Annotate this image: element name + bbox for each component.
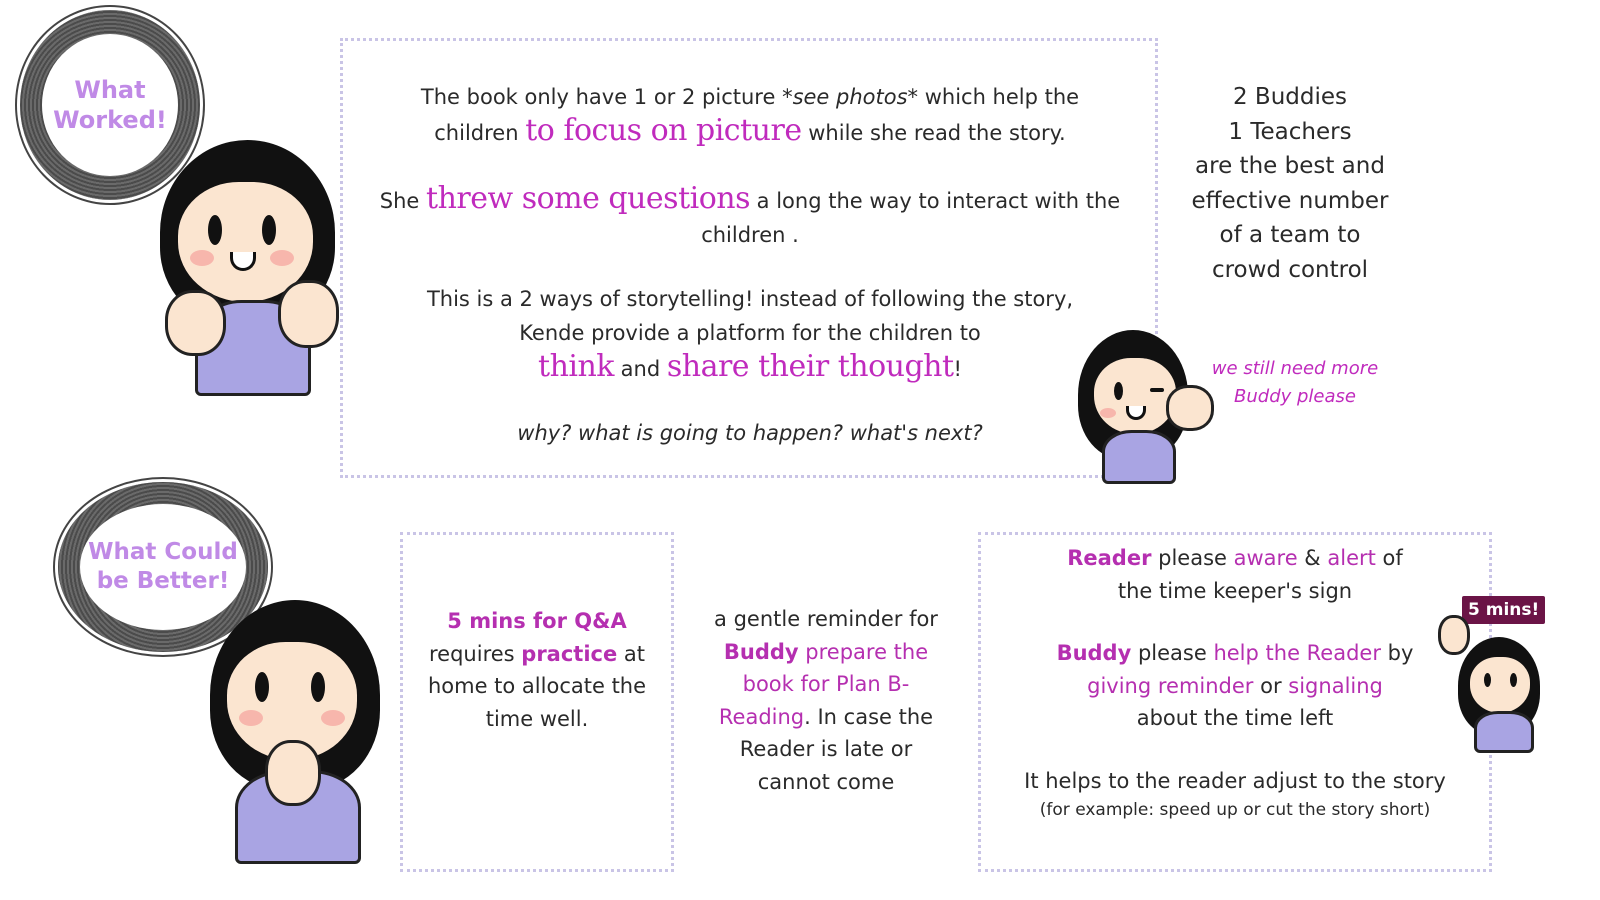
text: . In case the — [804, 704, 934, 729]
note-line: we still need more — [1211, 358, 1379, 379]
girl-thumbs-up-illustration — [150, 140, 350, 390]
note-line: Buddy please — [1234, 386, 1356, 407]
text: Reader is late or — [739, 737, 913, 761]
text: by — [1380, 641, 1414, 665]
reader-highlight: Reader — [1067, 546, 1152, 570]
girl-wink-illustration — [1078, 330, 1218, 480]
giving-reminder-highlight: giving reminder — [1087, 673, 1254, 698]
what-worked-label: What Worked! — [42, 34, 178, 176]
qa-text — [410, 605, 664, 735]
text: It helps to the reader adjust to the story — [1024, 768, 1446, 793]
buddies-note — [1175, 80, 1405, 287]
what-worked-text — [370, 80, 1130, 450]
help-reader-highlight: help the Reader — [1213, 641, 1381, 665]
note-line: crowd control — [1211, 256, 1369, 283]
time-keeping-text — [990, 542, 1480, 823]
paragraph-pictures — [370, 80, 1130, 150]
text: time well. — [485, 706, 589, 731]
text: ! — [953, 357, 962, 381]
girl-thinking-illustration — [205, 600, 385, 860]
text: please — [1131, 641, 1214, 665]
reading-highlight: Reading — [718, 704, 805, 729]
aware-highlight: aware — [1233, 546, 1298, 570]
buddy-highlight: Buddy — [723, 639, 799, 664]
text: home to allocate the — [427, 674, 647, 698]
plan-b-highlight: book for Plan B- — [742, 672, 910, 696]
text: children . — [701, 223, 799, 247]
note-line: are the best and — [1195, 153, 1385, 179]
five-mins-badge: 5 mins! — [1462, 596, 1545, 624]
example-text: (for example: speed up or cut the story short) — [1039, 800, 1431, 820]
text: the time keeper's sign — [1117, 578, 1353, 603]
text: Kende provide a platform for the children to — [519, 321, 981, 345]
text: a gentle reminder for — [714, 607, 938, 631]
note-line: effective number — [1191, 187, 1389, 214]
think-highlight: think — [538, 349, 614, 384]
text: about the time left — [1136, 706, 1334, 730]
signaling-highlight: signaling — [1288, 673, 1383, 698]
text: She — [379, 189, 427, 213]
text: of — [1375, 546, 1403, 570]
note-line: of a team to — [1219, 222, 1361, 248]
need-more-buddy-note — [1195, 355, 1395, 411]
text: The book only have 1 or 2 picture — [420, 85, 783, 109]
text: at — [617, 641, 645, 666]
buddy-reminder-text — [690, 603, 962, 798]
note-line: 2 Buddies — [1232, 84, 1348, 110]
text: please — [1151, 546, 1234, 570]
paragraph-questions — [370, 182, 1130, 252]
paragraph-two-ways — [370, 282, 1130, 386]
text: cannot come — [757, 769, 895, 794]
alert-highlight: alert — [1327, 546, 1376, 570]
text: & — [1297, 546, 1328, 570]
text: which help the — [918, 85, 1080, 109]
text: This is a 2 ways of storytelling! instead of following the story, — [426, 287, 1074, 311]
focus-on-picture-highlight: to focus on picture — [525, 113, 802, 148]
prepare-highlight: prepare the — [798, 639, 929, 664]
text: or — [1253, 673, 1289, 698]
see-photos-text: *see photos* — [782, 85, 919, 109]
text: while she read the story. — [801, 121, 1066, 145]
threw-questions-highlight: threw some questions — [426, 181, 750, 216]
practice-highlight: practice — [521, 641, 618, 666]
what-could-be-better-label: What Could be Better! — [80, 504, 246, 630]
buddy-highlight: Buddy — [1056, 641, 1132, 665]
note-line: 1 Teachers — [1228, 118, 1352, 145]
text: a long the way to interact with the — [750, 189, 1121, 213]
share-thought-highlight: share their thought — [666, 349, 954, 384]
qa-highlight: 5 mins for Q&A — [447, 609, 627, 633]
text: and — [614, 357, 667, 381]
text: children — [434, 121, 526, 145]
paragraph-prompts: why? what is going to happen? what's next? — [517, 421, 983, 445]
girl-waving-illustration — [1438, 615, 1548, 750]
text: requires — [429, 641, 522, 666]
